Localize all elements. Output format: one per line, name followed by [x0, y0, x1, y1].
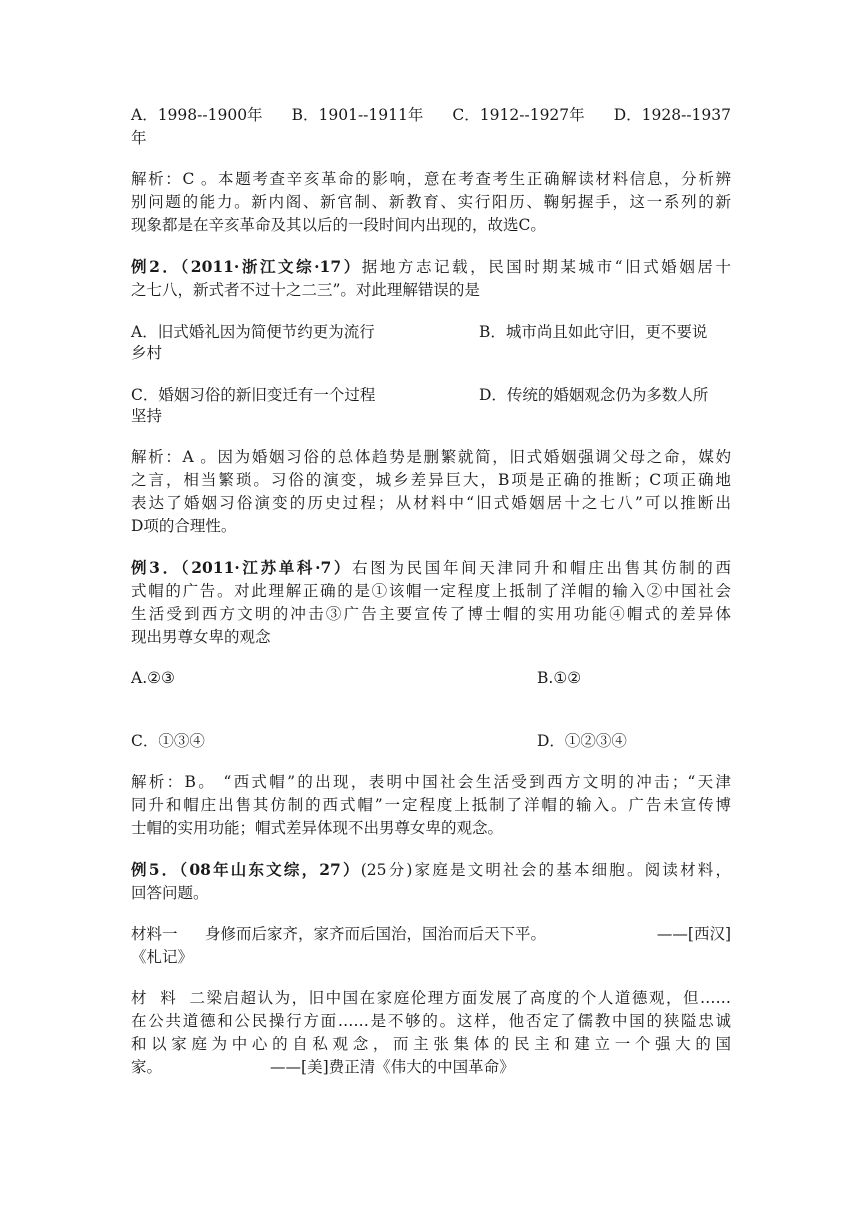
- option-b: B．城市尚且如此守旧，更不要说: [479, 323, 708, 341]
- option-b: B．1901--1911年: [291, 106, 424, 124]
- example-2-label: 例2．（2011·浙江文综·17）: [131, 257, 362, 276]
- example-3-options-cd: [131, 730, 731, 753]
- option-c: C．婚姻习俗的新旧变迁有一个过程: [131, 386, 376, 404]
- material-2-label: 材料二: [131, 989, 205, 1007]
- example-2-stem: 例2．（2011·浙江文综·17）据地方志记载，民国时期某城市“旧式婚姻居十 之七八，新式者不过十之二三”。对此理解错误的是: [131, 257, 731, 299]
- option-a: A．旧式婚礼因为简便节约更为流行: [131, 323, 375, 341]
- option-d: D．传统的婚姻观念仍为多数人所: [479, 386, 709, 404]
- option-d: D．1928--1937: [613, 106, 731, 124]
- option-d-wrap: 年: [131, 129, 147, 147]
- example-3-analysis: 解析：B。 “西式帽”的出现，表明中国社会生活受到西方文明的冲击；“天津 同升和帽庄出售其仿制的西式帽”一定程度上抵制了洋帽的输入。广告未宣传博 士帽的实用功能；帽式差异体现不出男尊女卑的观念。: [131, 773, 731, 837]
- document-body: [131, 104, 731, 1097]
- material-2-source: ——[美]费正清《伟大的中国革命》: [270, 1058, 515, 1076]
- example-3-stem: 例3．（2011·江苏单科·7）右图为民国年间天津同升和帽庄出售其仿制的西 式帽的广告。对此理解正确的是①该帽一定程度上抵制了洋帽的输入②中国社会 生活受到西方文明的冲击③广告主要宣传了博士帽的实用功能④帽式的差异体 现出男尊女卑的观念: [131, 558, 731, 646]
- question-1-options: [131, 104, 731, 150]
- option-c: C．①③④: [131, 732, 205, 750]
- example-5-stem: 例5．（08年山东文综，27）(25分)家庭是文明社会的基本细胞。阅读材料， 回答问题。: [131, 860, 731, 902]
- material-2: 材料二梁启超认为，旧中国在家庭伦理方面发展了高度的个人道德观，但…… 在公共道德和公民操行方面……是不够的。这样，他否定了儒教中国的狭隘忠诚 和以家庭为中心的自私观念，而主张集体的民主和建立一个强大的国 家。 ——[美]费正清《伟大的中国革命》: [131, 989, 731, 1076]
- material-1-label: 材料一: [131, 925, 178, 943]
- question-1-analysis: 解析：C 。本题考查辛亥革命的影响，意在考查考生正确解读材料信息，分析辨 别问题的能力。新内阁、新官制、新教育、实行阳历、鞠躬握手，这一系列的新 现象都是在辛亥革命及其以后的一段时间内出现的，故选C。: [131, 170, 731, 234]
- option-a: A．1998--1900年: [131, 106, 263, 124]
- material-1-source: ——[西汉]: [656, 925, 731, 943]
- example-3-label: 例3．（2011·江苏单科·7）: [131, 558, 353, 577]
- material-1: 材料一 身修而后家齐，家齐而后国治，国治而后天下平。 ——[西汉] 《札记》: [131, 925, 731, 966]
- example-2-options-cd: C．婚姻习俗的新旧变迁有一个过程 D．传统的婚姻观念仍为多数人所 坚持: [131, 383, 731, 428]
- example-3-options-ab: [131, 667, 731, 690]
- option-b: B.①②: [537, 669, 582, 687]
- option-d: D．①②③④: [537, 732, 627, 750]
- option-a: A.②③: [131, 669, 175, 687]
- example-5-label: 例5．（08年山东文综，27）: [131, 860, 361, 879]
- option-c: C．1912--1927年: [452, 106, 585, 124]
- example-2-analysis: 解析：A 。因为婚姻习俗的总体趋势是删繁就简，旧式婚姻强调父母之命，媒妁 之言，相当繁琐。习俗的演变，城乡差异巨大，B项是正确的推断；C项正确地 表达了婚姻习俗演变的历史过程；从材料中“旧式婚姻居十之七八”可以推断出 D项的合理性。: [131, 448, 731, 535]
- example-2-options-ab: A．旧式婚礼因为简便节约更为流行 B．城市尚且如此守旧，更不要说 乡村: [131, 320, 731, 365]
